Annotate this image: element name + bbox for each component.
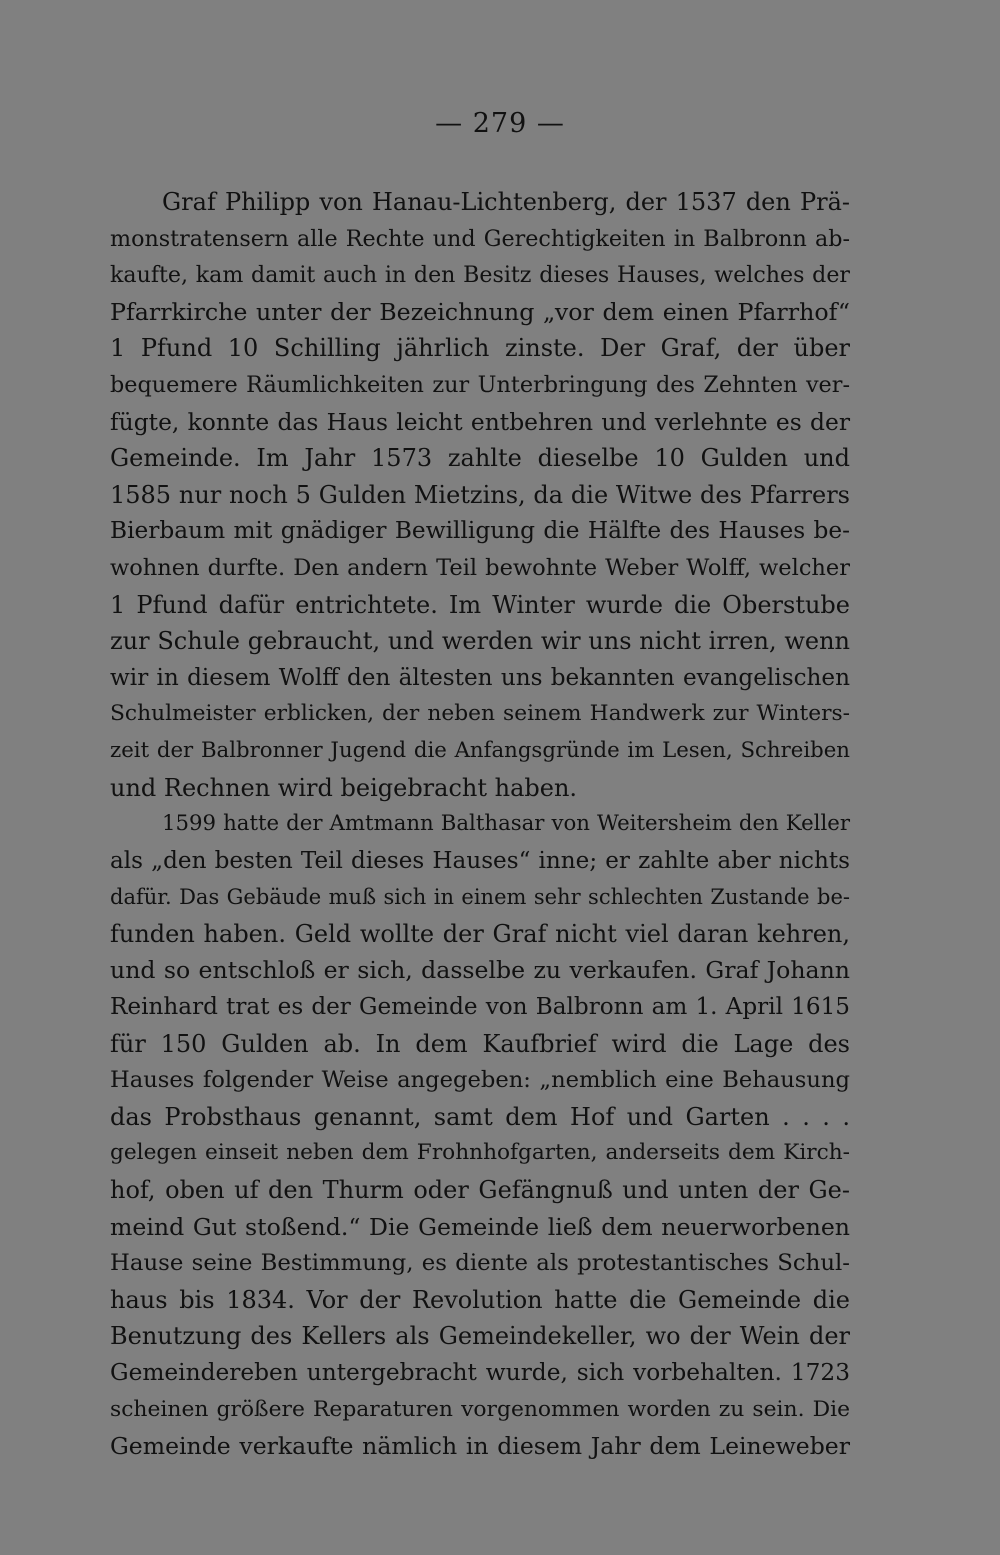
text-line: Reinhard trat es der Gemeinde von Balbronn am 1. April 1615 — [110, 994, 850, 1021]
text-line: hof, oben uf den Thurm oder Gefängnuß und unten der Ge- — [110, 1176, 850, 1205]
text-line: zeit der Balbronner Jugend die Anfangsgründe im Lesen, Schreiben — [110, 737, 850, 763]
text-line: dafür. Das Gebäude muß sich in einem sehr schlechten Zustande be- — [110, 885, 850, 910]
text-line: und so entschloß er sich, dasselbe zu verkaufen. Graf Johann — [110, 956, 850, 985]
text-line: scheinen größere Reparaturen vorgenommen worden zu sein. Die — [110, 1396, 850, 1422]
text-line: gelegen einseit neben dem Frohnhofgarten, anderseits dem Kirch- — [110, 1140, 850, 1166]
text-line: Graf Philipp von Hanau-Lichtenberg, der 1537 den Prä- — [162, 188, 850, 216]
text-line: Hause seine Bestimmung, es diente als protestantisches Schul- — [110, 1250, 850, 1277]
text-line: 1585 nur noch 5 Gulden Mietzins, da die Witwe des Pfarrers — [110, 480, 850, 509]
body-text — [110, 184, 850, 1465]
text-line: Hauses folgender Weise angegeben: „nemblich eine Behausung — [110, 1067, 850, 1094]
text-line: monstratensern alle Rechte und Gerechtigkeiten in Balbronn ab- — [110, 225, 850, 252]
text-line: Gemeinde verkaufte nämlich in diesem Jahr dem Leineweber — [110, 1432, 850, 1461]
text-line: wohnen durfte. Den andern Teil bewohnte Weber Wolff, welcher — [110, 554, 850, 581]
text-line: Benutzung des Kellers als Gemeindekeller, wo der Wein der — [110, 1322, 850, 1351]
text-line: meind Gut stoßend.“ Die Gemeinde ließ dem neuerworbenen — [110, 1212, 850, 1241]
text-line: 1599 hatte der Amtmann Balthasar von Weitersheim den Keller — [162, 811, 850, 837]
text-line: Gemeindereben untergebracht wurde, sich vorbehalten. 1723 — [110, 1359, 850, 1386]
text-line: Schulmeister erblicken, der neben seinem Handwerk zur Winters- — [110, 701, 850, 727]
text-line: das Probsthaus genannt, samt dem Hof und Garten . . . . — [110, 1102, 850, 1131]
text-line: Pfarrkirche unter der Bezeichnung „vor dem einen Pfarrhof“ — [110, 297, 850, 326]
text-line: und Rechnen wird beigebracht haben. — [110, 773, 578, 802]
text-line: Bierbaum mit gnädiger Bewilligung die Hälfte des Hauses be- — [110, 517, 850, 545]
text-line: für 150 Gulden ab. In dem Kaufbrief wird die Lage des — [110, 1029, 850, 1058]
text-line: 1 Pfund 10 Schilling jährlich zinste. Der Graf, der über — [110, 334, 850, 363]
text-line: als „den besten Teil dieses Hauses“ inne; er zahlte aber nichts — [110, 847, 850, 874]
text-line: bequemere Räumlichkeiten zur Unterbringung des Zehnten ver- — [110, 371, 850, 398]
text-line: fügte, konnte das Haus leicht entbehren und verlehnte es der — [110, 407, 850, 436]
text-line: haus bis 1834. Vor der Revolution hatte die Gemeinde die — [110, 1285, 850, 1314]
page-number: — 279 — — [435, 108, 565, 139]
text-line: wir in diesem Wolff den ältesten uns bekannten evangelischen — [110, 664, 850, 691]
text-line: kaufte, kam damit auch in den Besitz dieses Hauses, welches der — [110, 262, 850, 289]
text-line: 1 Pfund dafür entrichtete. Im Winter wurde die Oberstube — [110, 590, 850, 619]
text-line: Gemeinde. Im Jahr 1573 zahlte dieselbe 10 Gulden und — [110, 444, 850, 473]
text-line: zur Schule gebraucht, und werden wir uns nicht irren, wenn — [110, 627, 850, 656]
text-line: funden haben. Geld wollte der Graf nicht viel daran kehren, — [110, 919, 850, 948]
